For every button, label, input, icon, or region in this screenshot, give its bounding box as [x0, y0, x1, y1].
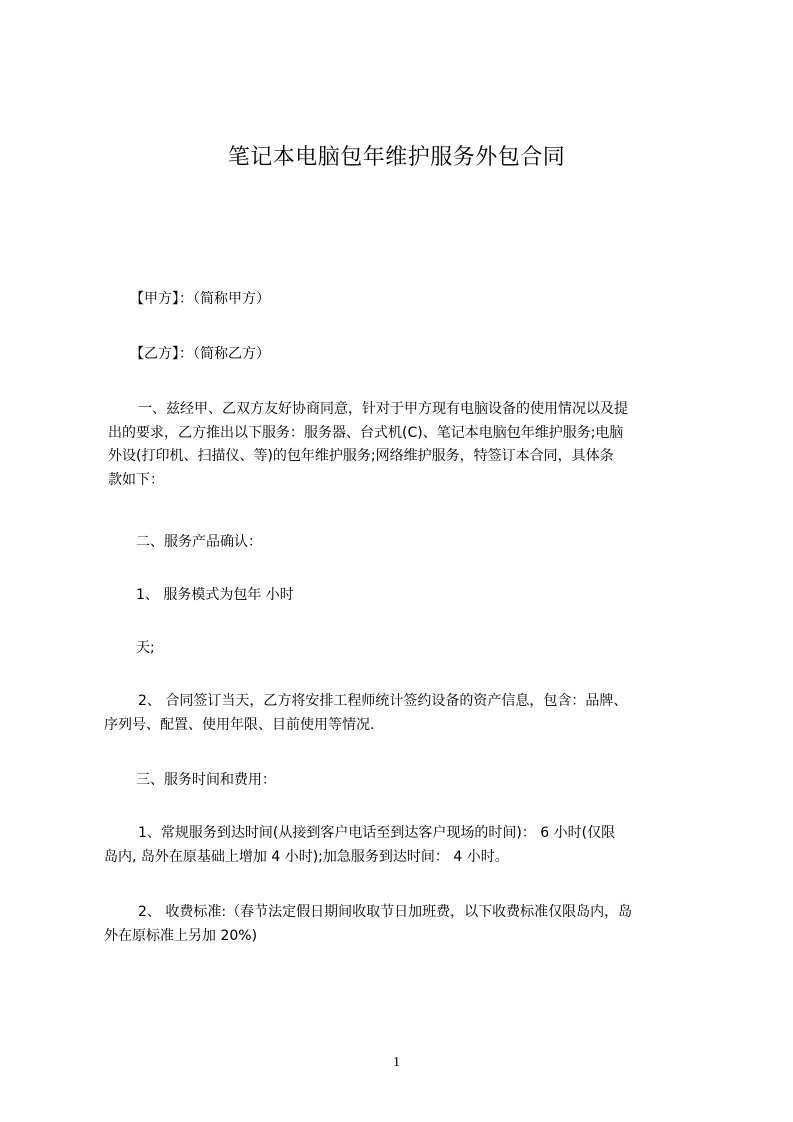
party-b-line: 【乙方】：（简称乙方）: [130, 346, 270, 362]
page-title: 笔记本电脑包年维护服务外包合同: [227, 145, 566, 170]
section-1-line: 款如下：: [108, 471, 164, 488]
item-2-2-line: 2、 合同签订当天，乙方将安排工程师统计签约设备的资产信息，包含：品牌、: [138, 693, 628, 709]
item-3-1-paragraph: [104, 822, 615, 869]
item-2-1: 1、 服务模式为包年 小时: [136, 587, 294, 603]
item-2-2-line: 序列号、配置、使用年限、目前使用等情况.: [104, 716, 375, 733]
item-3-2-line: 外在原标准上另加 20%): [104, 927, 258, 944]
item-3-1-line: 1、常规服务到达时间(从接到客户电话至到达客户现场的时间)： 6 小时(仅限: [138, 825, 616, 841]
item-3-1-line: 岛内, 岛外在原基础上增加 4 小时);加急服务到达时间： 4 小时。: [104, 848, 509, 865]
section-1-line: 出的要求，乙方推出以下服务：服务器、台式机(C)、笔记本电脑包年维护服务;电脑: [108, 424, 624, 441]
section-2-heading: 二、服务产品确认：: [136, 534, 262, 550]
item-3-2-line: 2、 收费标准:（春节法定假日期间收取节日加班费，以下收费标准仅限岛内，岛: [138, 904, 633, 920]
item-2-1-continuation: 天;: [136, 640, 155, 656]
section-1-line: 一、兹经甲、乙双方友好协商同意，针对于甲方现有电脑设备的使用情况以及提: [138, 401, 628, 417]
section-1-paragraph: [108, 398, 628, 492]
party-a-line: 【甲方】：（简称甲方）: [130, 291, 270, 307]
page-number: 1: [393, 1055, 400, 1070]
section-1-line: 外设(打印机、扫描仪、等)的包年维护服务;网络维护服务，特签订本合同，具体条: [108, 448, 614, 464]
section-3-heading: 三、服务时间和费用：: [136, 772, 276, 788]
item-3-2-paragraph: [104, 901, 632, 948]
item-2-2-paragraph: [104, 690, 627, 737]
